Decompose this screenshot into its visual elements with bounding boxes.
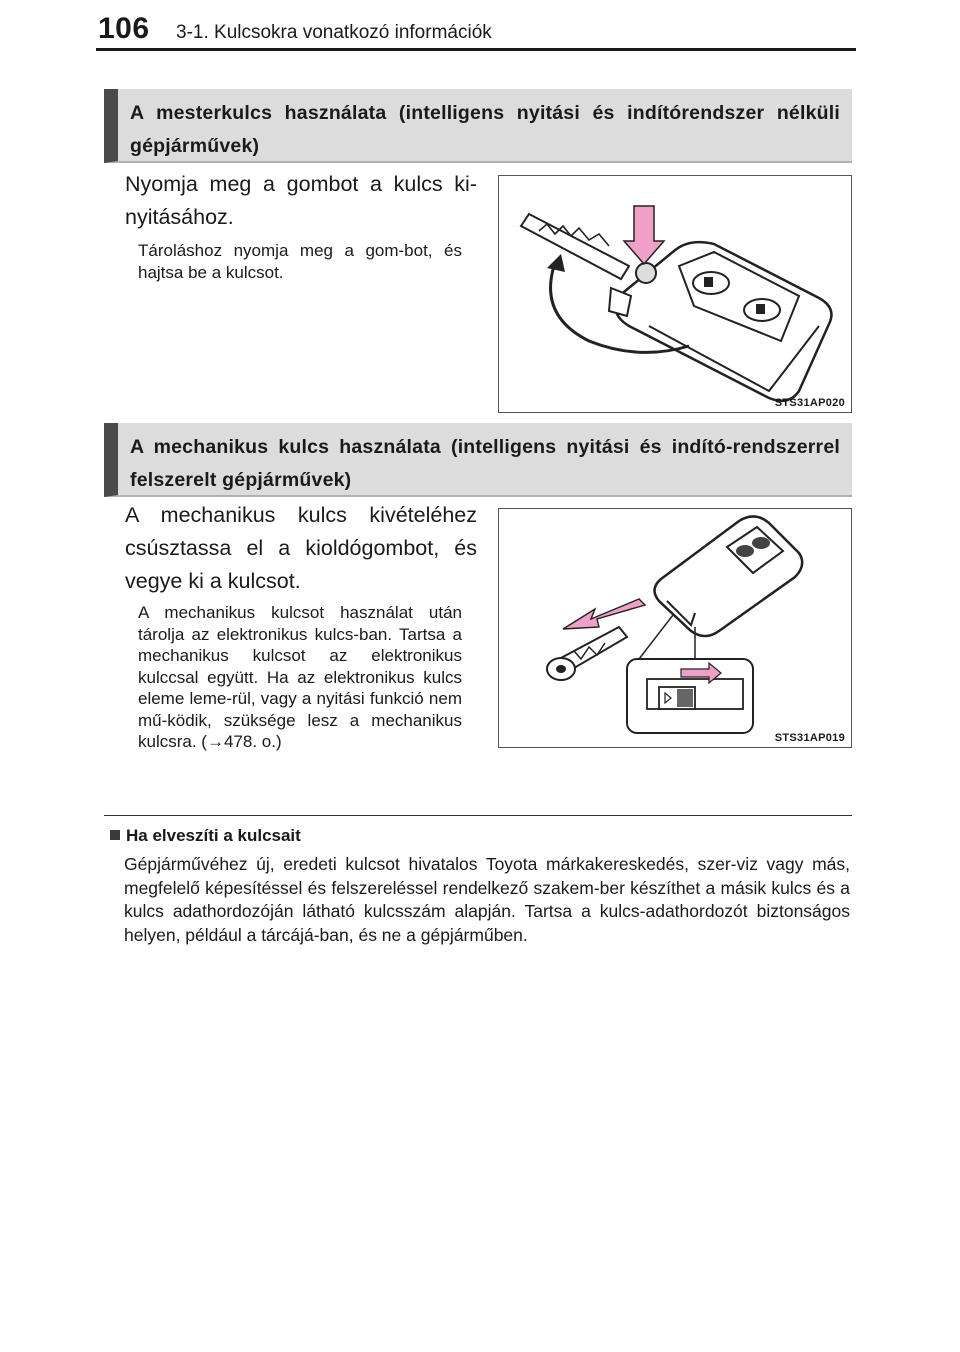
section-heading-mechanical-key: A mechanikus kulcs használata (intelligens nyitási és indító-rendszerrel felszerelt gépjárművek) — [104, 423, 852, 497]
figure-code: STS31AP019 — [774, 732, 845, 744]
info-body: Gépjárművéhez új, eredeti kulcsot hivatalos Toyota márkakereskedés, szer-viz vagy más, megfelelő képesítéssel és felszereléssel rendelkező szakem-ber készíthet a másik kulcs és a kulcs adathordozóján látható kulcsszám alapján. Tartsa a kulcs-adathordozót biztonságos helyen, például a tárcájá-ban, és ne a gépjárműben. — [124, 854, 850, 945]
instruction-unfold-key: Nyomja meg a gombot a kulcs ki-nyitásához. — [125, 172, 477, 229]
mechanical-key-illustration — [499, 509, 851, 747]
figure-key-unfold — [498, 175, 852, 413]
note-store-key: Tároláshoz nyomja meg a gom-bot, és hajtsa be a kulcsot. — [138, 241, 462, 282]
figure-mechanical-key — [498, 508, 852, 748]
key-unfold-illustration — [499, 176, 851, 412]
square-bullet-icon — [110, 830, 120, 840]
info-heading-text: Ha elveszíti a kulcsait — [126, 826, 301, 845]
chapter-title: 3-1. Kulcsokra vonatkozó információk — [176, 22, 492, 43]
instruction-remove-mechanical-key: A mechanikus kulcs kivételéhez csúsztassa el a kioldógombot, és vegye ki a kulcsot. — [125, 503, 477, 593]
section-heading-master-key: A mesterkulcs használata (intelligens nyitási és indítórendszer nélküli gépjárművek) — [104, 89, 852, 163]
page-number: 106 — [98, 12, 150, 45]
header-rule — [96, 48, 856, 51]
note-mechanical-key: A mechanikus kulcsot használat után tárolja az elektronikus kulcs-ban. Tartsa a mechanikus kulcsot az elektronikus kulccsal együtt. Ha az elektronikus kulcs eleme leme-rül, vagy a nyitási funkció nem mű-ködik, szüksége lesz a mechanikus kulcsra. (→478. o.) — [138, 603, 462, 751]
info-heading — [110, 826, 301, 846]
figure-code: STS31AP020 — [774, 397, 845, 409]
section-divider — [104, 815, 852, 816]
